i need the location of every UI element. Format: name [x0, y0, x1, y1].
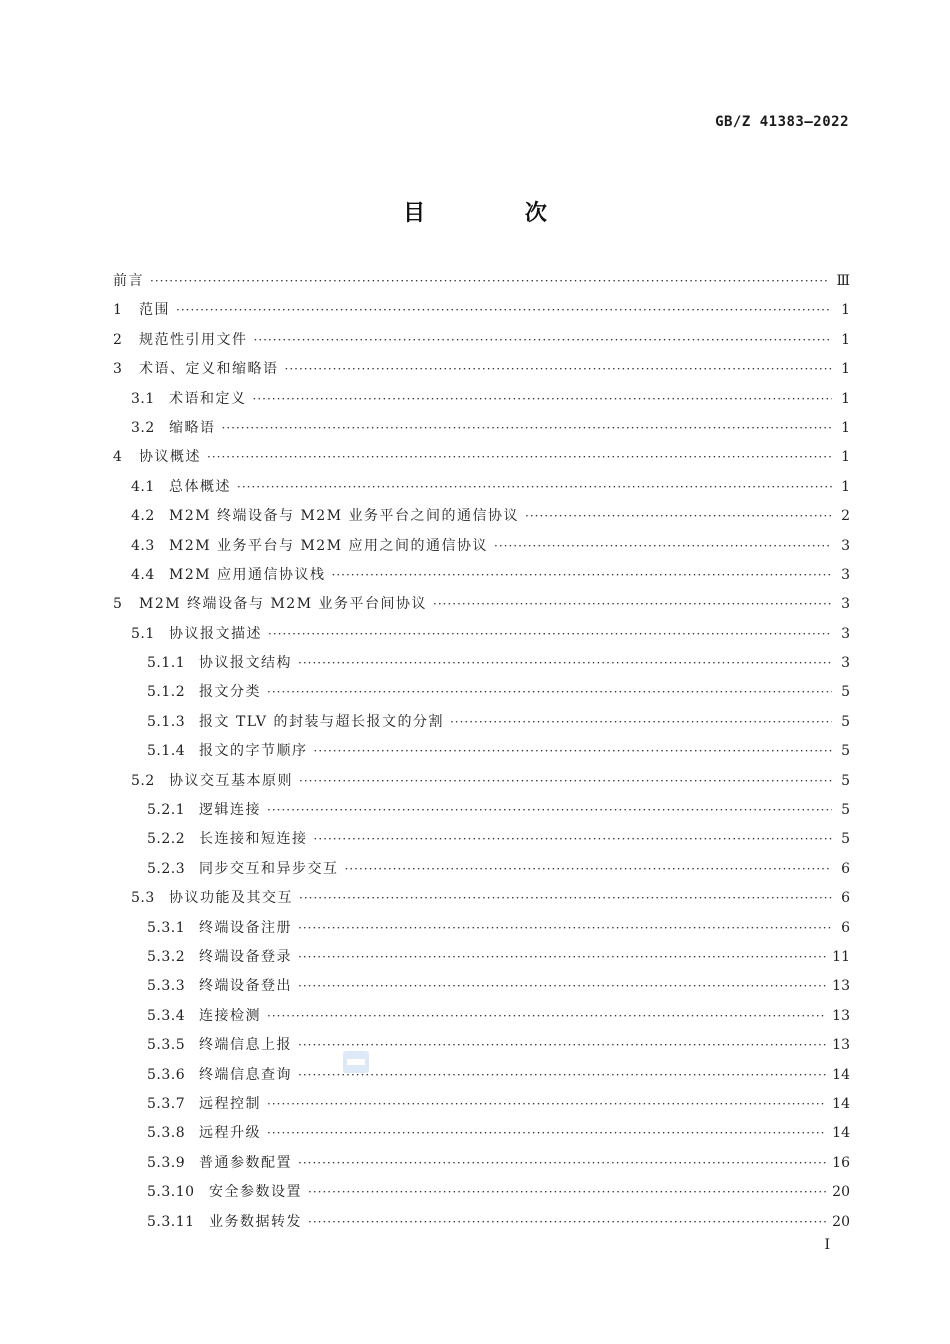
toc-entry-page: 16 [832, 1154, 850, 1171]
toc-leader-dots [267, 1009, 826, 1023]
toc-entry[interactable] [113, 623, 850, 652]
toc-entry[interactable] [113, 1093, 850, 1122]
toc-entry[interactable] [113, 388, 850, 417]
toc-entry[interactable] [113, 1064, 850, 1093]
toc-entry[interactable] [113, 505, 850, 534]
toc-entry-page: 1 [841, 361, 850, 378]
toc-entry-page: 3 [841, 625, 850, 642]
toc-entry[interactable] [113, 711, 850, 740]
toc-entry-label: M2M 应用通信协议栈 [169, 566, 326, 583]
toc-entry-page: 5 [841, 684, 850, 701]
table-of-contents [113, 270, 850, 1240]
toc-leader-dots [150, 274, 830, 288]
toc-leader-dots [267, 685, 832, 699]
toc-entry[interactable] [113, 299, 850, 328]
toc-entry-label: 协议概述 [139, 449, 201, 466]
toc-entry-label: 逻辑连接 [199, 802, 261, 819]
toc-leader-dots [253, 392, 833, 406]
toc-entry-page: 3 [841, 655, 850, 672]
toc-leader-dots [298, 979, 826, 993]
toc-entry[interactable] [113, 1152, 850, 1181]
toc-entry-page: 3 [841, 596, 850, 613]
toc-leader-dots [433, 597, 832, 611]
toc-entry-label: 远程升级 [199, 1125, 261, 1142]
toc-leader-dots [298, 1156, 826, 1170]
toc-entry[interactable] [113, 681, 850, 710]
toc-entry-page: 6 [841, 890, 850, 907]
toc-entry[interactable] [113, 1181, 850, 1210]
toc-entry[interactable] [113, 535, 850, 564]
toc-entry[interactable] [113, 270, 850, 299]
toc-leader-dots [345, 862, 833, 876]
toc-entry-page: 2 [841, 508, 850, 525]
toc-entry[interactable] [113, 799, 850, 828]
toc-entry[interactable] [113, 740, 850, 769]
toc-entry-number: 5.2.1 [147, 802, 186, 819]
toc-entry-page: 20 [832, 1184, 850, 1201]
watermark-logo [343, 1051, 369, 1073]
toc-leader-dots [222, 421, 833, 435]
toc-entry-page: 1 [841, 331, 850, 348]
toc-entry-page: 20 [832, 1213, 850, 1230]
toc-entry-page: 5 [841, 802, 850, 819]
toc-entry-number: 5.1.2 [147, 684, 186, 701]
toc-entry[interactable] [113, 770, 850, 799]
toc-entry-label: 术语和定义 [169, 390, 247, 407]
toc-leader-dots [299, 891, 832, 905]
toc-leader-dots [207, 450, 832, 464]
toc-entry-label: 终端信息上报 [199, 1037, 292, 1054]
toc-entry[interactable] [113, 358, 850, 387]
toc-entry-label: 术语、定义和缩略语 [139, 361, 279, 378]
toc-leader-dots [314, 744, 833, 758]
toc-entry[interactable] [113, 1122, 850, 1151]
toc-leader-dots [332, 568, 832, 582]
toc-entry-number: 5.3.6 [147, 1066, 186, 1083]
toc-entry-number: 5.3 [131, 890, 155, 907]
toc-entry-page: 6 [841, 860, 850, 877]
toc-entry-page: 5 [841, 772, 850, 789]
toc-entry-label: 总体概述 [169, 478, 231, 495]
toc-entry-page: 14 [832, 1095, 850, 1112]
toc-leader-dots [298, 950, 826, 964]
toc-entry-label: 同步交互和异步交互 [199, 860, 339, 877]
toc-entry-page: 1 [841, 302, 850, 319]
toc-entry-page: 13 [832, 978, 850, 995]
toc-entry[interactable] [113, 417, 850, 446]
toc-entry-number: 5.3.5 [147, 1037, 186, 1054]
toc-entry-label: 终端设备登录 [199, 948, 292, 965]
toc-entry-number: 4.4 [131, 566, 155, 583]
toc-leader-dots [268, 627, 832, 641]
toc-entry-label: 协议报文描述 [169, 625, 262, 642]
toc-entry-label: M2M 终端设备与 M2M 业务平台之间的通信协议 [169, 508, 520, 525]
toc-leader-dots [314, 832, 833, 846]
toc-entry-number: 5.2.3 [147, 860, 186, 877]
toc-entry-number: 5.3.11 [147, 1213, 195, 1230]
toc-entry[interactable] [113, 946, 850, 975]
toc-entry[interactable] [113, 1211, 850, 1240]
toc-leader-dots [308, 1185, 826, 1199]
toc-entry-number: 3 [113, 361, 123, 378]
toc-entry-number: 5 [113, 596, 123, 613]
toc-entry[interactable] [113, 329, 850, 358]
toc-entry[interactable] [113, 564, 850, 593]
toc-entry-label: 终端设备登出 [199, 978, 292, 995]
toc-entry-label: 缩略语 [169, 419, 216, 436]
toc-leader-dots [299, 774, 832, 788]
toc-entry-number: 4.3 [131, 537, 155, 554]
toc-entry-page: 3 [841, 537, 850, 554]
toc-entry[interactable] [113, 1005, 850, 1034]
toc-entry-number: 5.3.4 [147, 1007, 186, 1024]
toc-entry[interactable] [113, 446, 850, 475]
page-number: I [824, 1237, 830, 1253]
toc-leader-dots [450, 715, 832, 729]
toc-leader-dots [298, 1068, 826, 1082]
toc-entry-label: 终端设备注册 [199, 919, 292, 936]
toc-entry-number: 4.2 [131, 508, 155, 525]
toc-entry-page: 1 [841, 419, 850, 436]
toc-entry-label: 安全参数设置 [209, 1184, 302, 1201]
toc-entry-number: 5.1.1 [147, 655, 186, 672]
toc-entry[interactable] [113, 975, 850, 1004]
toc-entry-number: 5.3.1 [147, 919, 186, 936]
toc-entry-label: 规范性引用文件 [139, 331, 248, 348]
toc-entry[interactable] [113, 652, 850, 681]
toc-entry-label: 普通参数配置 [199, 1154, 292, 1171]
toc-entry-page: 13 [832, 1037, 850, 1054]
toc-entry[interactable] [113, 476, 850, 505]
toc-entry-number: 3.1 [131, 390, 155, 407]
toc-entry-label: 报文 TLV 的封装与超长报文的分割 [199, 713, 444, 730]
toc-entry-label: 范围 [139, 302, 170, 319]
toc-entry-label: M2M 业务平台与 M2M 应用之间的通信协议 [169, 537, 489, 554]
toc-entry-label: 协议交互基本原则 [169, 772, 293, 789]
toc-entry-label: 协议功能及其交互 [169, 890, 293, 907]
toc-leader-dots [237, 480, 832, 494]
toc-entry-number: 5.1 [131, 625, 155, 642]
toc-entry-label: 长连接和短连接 [199, 831, 308, 848]
toc-leader-dots [298, 1038, 826, 1052]
toc-entry-number: 5.1.4 [147, 743, 186, 760]
toc-leader-dots [267, 1097, 826, 1111]
toc-entry-page: 3 [841, 566, 850, 583]
toc-entry-label: 远程控制 [199, 1095, 261, 1112]
toc-entry-label: 连接检测 [199, 1007, 261, 1024]
toc-entry-page: 14 [832, 1066, 850, 1083]
toc-entry-label: 协议报文结构 [199, 655, 292, 672]
toc-entry-number: 5.3.9 [147, 1154, 186, 1171]
toc-entry-page: 5 [841, 743, 850, 760]
toc-entry-number: 5.3.10 [147, 1184, 195, 1201]
toc-entry[interactable] [113, 887, 850, 916]
toc-entry-page: 1 [841, 478, 850, 495]
toc-entry-page: 6 [841, 919, 850, 936]
toc-entry[interactable] [113, 828, 850, 857]
toc-entry-number: 1 [113, 302, 123, 319]
toc-entry[interactable] [113, 917, 850, 946]
toc-entry-number: 2 [113, 331, 123, 348]
toc-entry[interactable] [113, 1034, 850, 1063]
standard-number: GB/Z 41383—2022 [715, 114, 849, 130]
toc-entry-label: M2M 终端设备与 M2M 业务平台间协议 [139, 596, 428, 613]
toc-entry-page: 1 [841, 449, 850, 466]
toc-entry-label: 报文的字节顺序 [199, 743, 308, 760]
toc-entry-label: 报文分类 [199, 684, 261, 701]
toc-entry[interactable] [113, 858, 850, 887]
toc-leader-dots [494, 539, 832, 553]
toc-entry-number: 5.2.2 [147, 831, 186, 848]
toc-entry-number: 3.2 [131, 419, 155, 436]
toc-leader-dots [176, 303, 832, 317]
toc-entry-number: 4 [113, 449, 123, 466]
toc-leader-dots [285, 362, 833, 376]
toc-entry-number: 5.3.7 [147, 1095, 186, 1112]
toc-entry-label: 业务数据转发 [209, 1213, 302, 1230]
toc-entry-page: 13 [832, 1007, 850, 1024]
toc-entry-number: 5.3.3 [147, 978, 186, 995]
toc-entry[interactable] [113, 593, 850, 622]
toc-entry-number: 5.3.2 [147, 948, 186, 965]
toc-leader-dots [308, 1215, 826, 1229]
toc-entry-number: 4.1 [131, 478, 155, 495]
toc-entry-label: 终端信息查询 [199, 1066, 292, 1083]
toc-entry-page: 5 [841, 831, 850, 848]
toc-title: 目 次 [403, 201, 593, 226]
toc-entry-page: Ⅲ [836, 273, 850, 289]
toc-leader-dots [254, 333, 833, 347]
toc-leader-dots [298, 656, 832, 670]
toc-entry-page: 11 [832, 948, 850, 965]
toc-entry-number: 5.3.8 [147, 1125, 186, 1142]
toc-entry-label: 前言 [113, 273, 144, 289]
toc-leader-dots [267, 1126, 826, 1140]
toc-leader-dots [525, 509, 832, 523]
toc-entry-page: 1 [841, 390, 850, 407]
toc-leader-dots [267, 803, 832, 817]
toc-entry-page: 14 [832, 1125, 850, 1142]
toc-entry-number: 5.1.3 [147, 713, 186, 730]
toc-entry-page: 5 [841, 713, 850, 730]
toc-entry-number: 5.2 [131, 772, 155, 789]
toc-leader-dots [298, 921, 832, 935]
